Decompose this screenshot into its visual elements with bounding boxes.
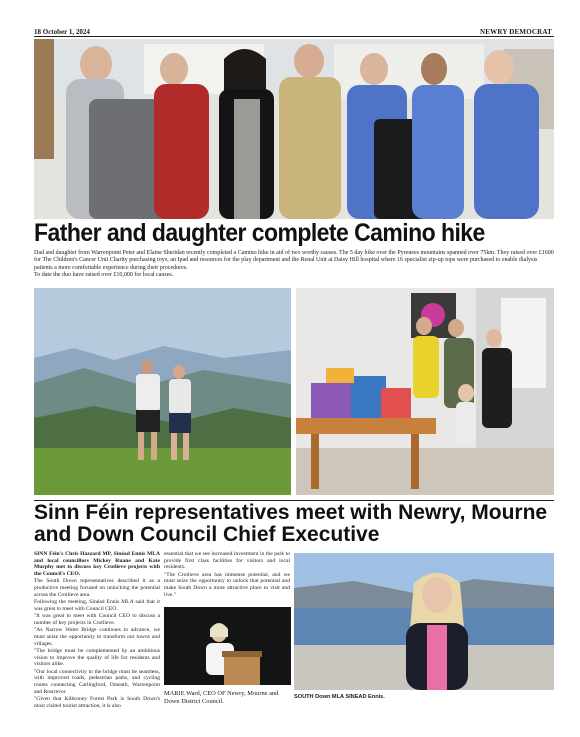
story2-column-2 xyxy=(164,551,290,599)
mla-portrait-photo xyxy=(294,553,554,690)
story2-paragraph: essential that we see increased investment in the park to provide first class facilities for visitors and local residents. xyxy=(164,551,290,571)
story2-paragraph: "It was great to meet with Council CEO to discuss a number of key projects in Crotlieve. xyxy=(34,613,160,626)
story2-paragraph: "As Narrow Water Bridge continues to advance, we must seize the opportunity to transform our towns and villages. xyxy=(34,627,160,647)
masthead: NEWRY DEMOCRAT xyxy=(480,28,552,36)
camino-hike-photo xyxy=(34,288,291,495)
toy-donation-photo xyxy=(296,288,554,495)
story2-lead-paragraph: SINN Féin's Chris Hazzard MP, Sinéad Ennis MLA and local councillors Mickey Ruane and Kate Murphy met to discuss key Crotlieve projects with the Council's CEO. xyxy=(34,551,160,578)
story2-column-1 xyxy=(34,551,160,710)
story2-paragraph: Following the meeting, Sinéad Ennis MLA said that it was great to meet with Council CEO. xyxy=(34,599,160,612)
story2-headline: Sinn Féin representatives meet with Newry, Mourne and Down Council Chief Executive xyxy=(34,501,548,546)
story1-headline: Father and daughter complete Camino hike xyxy=(34,219,485,247)
intro-paragraph: Dad and daughter from Warrenpoint Peter and Elaine Sheridan recently completed a Camino hike in aid of two worthy causes. The 5 day hike over the Pyrenees mountains spanned over 75km. They raised over £1600 for The Children's Cancer Unit Charity purchasing toys; an Ipad and resources for the play department and the Renal Unit at Daisy Hill hospital where 16 specialist zip-up tops were purchased to enable dialysis patients a more comfortable experience during their procedures. xyxy=(34,250,554,271)
mla-photo-caption: SOUTH Down MLA SINEAD Ennis. xyxy=(294,694,385,700)
story2-paragraph: "The Crotlieve area has immense potential, and we must seize the opportunity to unlock that potential and make South Down a more attractive place to visit and live." xyxy=(164,571,290,598)
header-rule xyxy=(34,36,554,37)
intro-paragraph: To date the duo have raised over £10,000 for local causes. xyxy=(34,272,174,279)
story2-paragraph: "The bridge must be complemented by an ambitious vision to improve the quality of life for residents and visitors alike. xyxy=(34,647,160,668)
ceo-photo-caption: MARIE Ward, CEO OF Newry, Mourne and Down District Council. xyxy=(164,690,279,705)
page-date: 18 October 1, 2024 xyxy=(34,28,90,36)
group-photo-hospital xyxy=(34,39,554,219)
story2-paragraph: The South Down representatives described it as a productive meeting focused on unlocking the potential across the Crotlieve area. xyxy=(34,578,160,598)
ceo-speaking-photo xyxy=(164,607,291,685)
story2-paragraph: "Given that Kilbroney Forest Park is South Down's most visited tourist attraction, it is also xyxy=(34,695,160,709)
story1-intro xyxy=(34,250,554,280)
story2-paragraph: "Our local connectivity to the bridge must be seamless, with improved roads, pedestrian paths, and cycling routes connecting Carlingford, Omeath, Warrenpoint and Rostrevor. xyxy=(34,668,160,695)
